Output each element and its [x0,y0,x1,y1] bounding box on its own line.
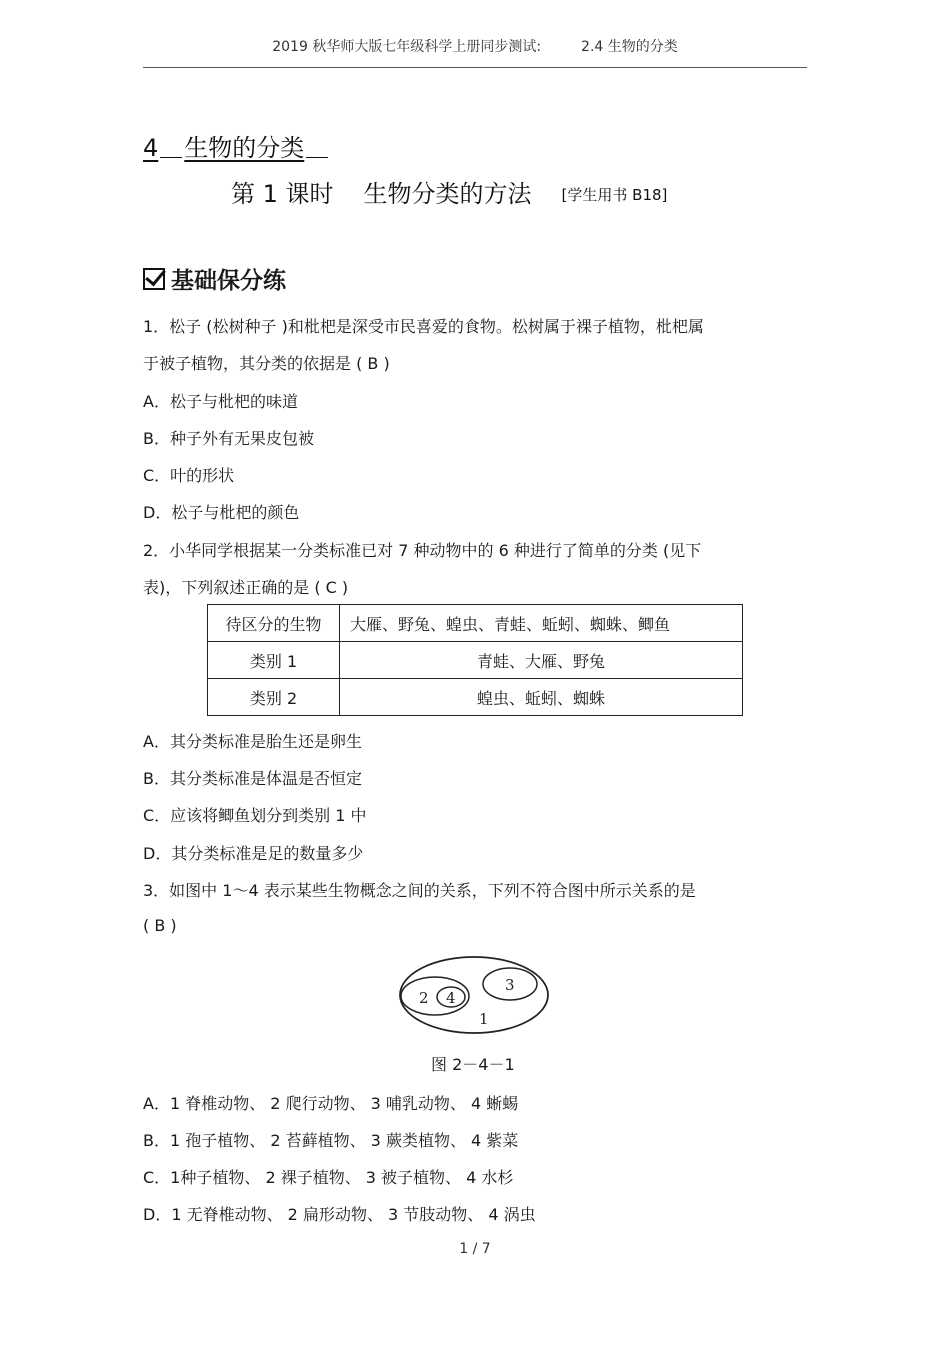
header-rule [143,67,807,68]
table-cell: 类别 2 [208,679,340,716]
table-cell: 青蛙、大雁、野兔 [340,642,743,679]
section-heading [143,262,286,295]
q1-option-b: B．种子外有无果皮包被 [143,429,314,448]
table-row [208,642,743,679]
venn-label-2: 2 [419,989,429,1007]
section-title: 基础保分练 [171,268,286,294]
table-cell: 大雁、野兔、蝗虫、青蛙、蚯蚓、蜘蛛、鲫鱼 [340,605,743,642]
q3-option-c: C．1种子植物、 2 裸子植物、 3 被子植物、 4 水杉 [143,1168,514,1187]
lesson-heading [231,174,667,209]
venn-label-1: 1 [479,1010,489,1028]
q1-line1: 1．松子 (松树种子 )和枇杷是深受市民喜爱的食物。松树属于裸子植物，枇杷属 [143,317,704,336]
chapter-blank-end [306,156,328,158]
q3-line1: 3．如图中 1～4 表示某些生物概念之间的关系，下列不符合图中所示关系的是 [143,881,696,900]
venn-label-3: 3 [505,976,515,994]
header-right: 2.4 生物的分类 [581,39,678,55]
venn-diagram [397,954,551,1034]
q2-option-d: D．其分类标准是足的数量多少 [143,844,364,863]
lesson-ref: [学生用书 B18] [561,186,668,204]
page-header [143,36,807,56]
ellipse-2 [401,977,469,1015]
table-row [208,679,743,716]
chapter-blank [160,156,182,158]
q1-option-d: D．松子与枇杷的颜色 [143,503,300,522]
q1-option-a: A．松子与枇杷的味道 [143,392,298,411]
chapter-heading [143,128,330,163]
q2-option-a: A．其分类标准是胎生还是卵生 [143,732,362,751]
q3-option-d: D．1 无脊椎动物、 2 扁形动物、 3 节肢动物、 4 涡虫 [143,1205,536,1224]
table-cell: 类别 1 [208,642,340,679]
q2-line2: 表)，下列叙述正确的是 ( C ) [143,578,349,597]
checkbox-icon [143,268,165,290]
q2-line1: 2．小华同学根据某一分类标准已对 7 种动物中的 6 种进行了简单的分类 (见下 [143,541,702,560]
lesson-title: 第 1 课时 [231,180,334,208]
q1-option-c: C．叶的形状 [143,466,235,485]
table-row [208,605,743,642]
venn-label-4: 4 [446,989,456,1007]
table-cell: 蝗虫、蚯蚓、蜘蛛 [340,679,743,716]
figure-caption: 图 2－4－1 [431,1055,515,1074]
q2-option-c: C．应该将鲫鱼划分到类别 1 中 [143,806,367,825]
lesson-subtitle: 生物分类的方法 [363,180,532,208]
q3-line2: ( B ) [143,916,177,935]
q2-option-b: B．其分类标准是体温是否恒定 [143,769,362,788]
chapter-title: 生物的分类 [184,134,305,162]
table-cell: 待区分的生物 [208,605,340,642]
q1-line2: 于被子植物，其分类的依据是 ( B ) [143,354,390,373]
header-left: 2019 秋华师大版七年级科学上册同步测试: [272,39,542,55]
chapter-number: 4 [143,134,159,162]
q3-option-b: B．1 孢子植物、 2 苔藓植物、 3 蕨类植物、 4 紫菜 [143,1131,519,1150]
q3-option-a: A．1 脊椎动物、 2 爬行动物、 3 哺乳动物、 4 蜥蜴 [143,1094,519,1113]
page-number: 1 / 7 [459,1241,491,1257]
classification-table [207,604,743,716]
